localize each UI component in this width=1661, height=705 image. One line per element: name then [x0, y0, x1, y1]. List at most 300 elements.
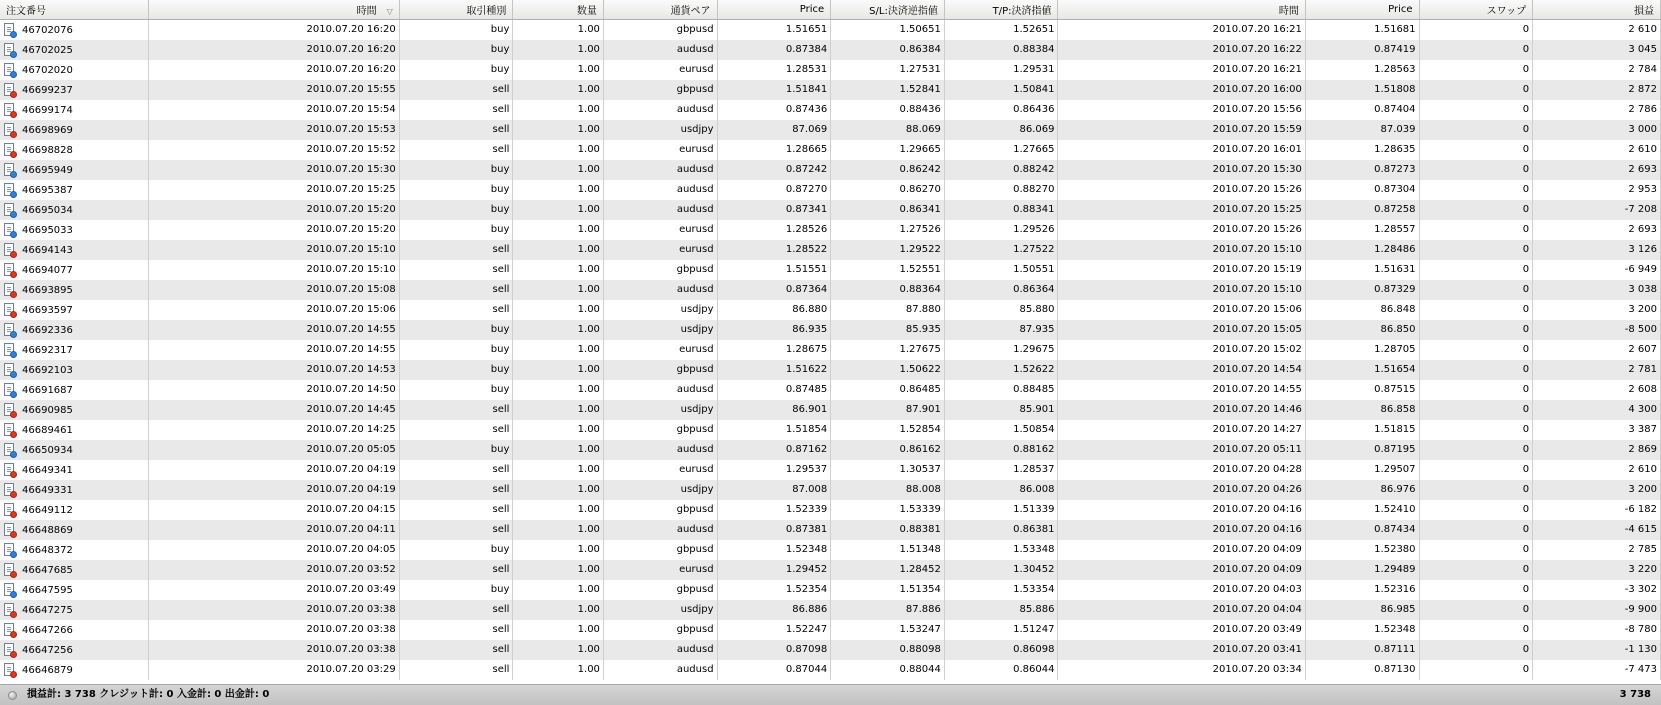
order-number-text: 46695033: [22, 224, 73, 236]
cell-stop-loss: 0.88436: [831, 100, 945, 120]
cell-open-time: 2010.07.20 15:20: [149, 220, 399, 240]
cell-open-time: 2010.07.20 14:45: [149, 400, 399, 420]
cell-order-number: [0, 120, 149, 140]
cell-swap: 0: [1419, 280, 1533, 300]
cell-profit: 2 610: [1533, 460, 1661, 480]
table-row[interactable]: [0, 620, 1661, 640]
cell-currency-pair: usdjpy: [603, 300, 717, 320]
cell-swap: 0: [1419, 600, 1533, 620]
cell-order-number: [0, 500, 149, 520]
col-header-profit[interactable]: 損益: [1533, 0, 1661, 20]
cell-close-price: 1.51808: [1305, 80, 1419, 100]
cell-open-time: 2010.07.20 14:25: [149, 420, 399, 440]
cell-volume: 1.00: [513, 620, 604, 640]
cell-close-price: 1.51631: [1305, 260, 1419, 280]
cell-order-number: [0, 400, 149, 420]
cell-swap: 0: [1419, 220, 1533, 240]
cell-take-profit: 85.886: [944, 600, 1058, 620]
order-number-text: 46646879: [22, 664, 73, 676]
cell-close-price: 0.87258: [1305, 200, 1419, 220]
cell-close-time: 2010.07.20 15:26: [1058, 220, 1305, 240]
cell-open-time: 2010.07.20 03:29: [149, 660, 399, 680]
cell-close-time: 2010.07.20 15:30: [1058, 160, 1305, 180]
cell-profit: 3 387: [1533, 420, 1661, 440]
cell-close-price: 1.28563: [1305, 60, 1419, 80]
cell-trade-type: sell: [399, 140, 513, 160]
cell-profit: 2 610: [1533, 140, 1661, 160]
table-row[interactable]: [0, 160, 1661, 180]
document-blue-dot-icon: [4, 363, 15, 377]
document-red-dot-icon: [4, 243, 15, 257]
col-header-swap[interactable]: スワップ: [1419, 0, 1533, 20]
cell-take-profit: 1.53354: [944, 580, 1058, 600]
cell-swap: 0: [1419, 40, 1533, 60]
document-blue-dot-icon: [4, 343, 15, 357]
document-red-dot-icon: [4, 143, 15, 157]
cell-take-profit: 1.28537: [944, 460, 1058, 480]
cell-currency-pair: gbpusd: [603, 540, 717, 560]
cell-trade-type: buy: [399, 60, 513, 80]
table-row[interactable]: [0, 500, 1661, 520]
cell-stop-loss: 1.51348: [831, 540, 945, 560]
cell-stop-loss: 0.88098: [831, 640, 945, 660]
table-row[interactable]: [0, 300, 1661, 320]
table-row[interactable]: [0, 140, 1661, 160]
cell-take-profit: 1.50841: [944, 80, 1058, 100]
cell-trade-type: sell: [399, 260, 513, 280]
cell-take-profit: 87.935: [944, 320, 1058, 340]
table-row[interactable]: [0, 580, 1661, 600]
cell-currency-pair: audusd: [603, 180, 717, 200]
cell-volume: 1.00: [513, 340, 604, 360]
document-red-dot-icon: [4, 83, 15, 97]
cell-close-time: 2010.07.20 15:26: [1058, 180, 1305, 200]
cell-currency-pair: audusd: [603, 440, 717, 460]
cell-volume: 1.00: [513, 560, 604, 580]
cell-profit: 3 045: [1533, 40, 1661, 60]
col-header-order[interactable]: 注文番号: [0, 0, 149, 20]
cell-swap: 0: [1419, 100, 1533, 120]
cell-volume: 1.00: [513, 120, 604, 140]
cell-volume: 1.00: [513, 480, 604, 500]
cell-close-time: 2010.07.20 16:22: [1058, 40, 1305, 60]
cell-open-price: 1.52348: [717, 540, 831, 560]
cell-order-number: [0, 240, 149, 260]
cell-swap: 0: [1419, 300, 1533, 320]
cell-take-profit: 0.88242: [944, 160, 1058, 180]
cell-open-time: 2010.07.20 15:55: [149, 80, 399, 100]
cell-open-price: 1.51651: [717, 20, 831, 40]
table-row[interactable]: [0, 60, 1661, 80]
cell-close-price: 1.51815: [1305, 420, 1419, 440]
cell-currency-pair: gbpusd: [603, 80, 717, 100]
cell-close-price: 1.29489: [1305, 560, 1419, 580]
order-number-text: 46650934: [22, 444, 73, 456]
cell-stop-loss: 1.52841: [831, 80, 945, 100]
cell-currency-pair: audusd: [603, 200, 717, 220]
cell-profit: -6 949: [1533, 260, 1661, 280]
order-number-text: 46648869: [22, 524, 73, 536]
cell-open-price: 1.51551: [717, 260, 831, 280]
cell-open-price: 1.51854: [717, 420, 831, 440]
document-red-dot-icon: [4, 103, 15, 117]
cell-stop-loss: 0.88364: [831, 280, 945, 300]
cell-profit: 3 126: [1533, 240, 1661, 260]
cell-currency-pair: usdjpy: [603, 320, 717, 340]
document-blue-dot-icon: [4, 383, 15, 397]
cell-profit: -3 302: [1533, 580, 1661, 600]
table-row[interactable]: [0, 380, 1661, 400]
order-number-text: 46695387: [22, 184, 73, 196]
cell-swap: 0: [1419, 340, 1533, 360]
table-row[interactable]: [0, 360, 1661, 380]
cell-order-number: [0, 320, 149, 340]
cell-close-price: 0.87304: [1305, 180, 1419, 200]
cell-currency-pair: eurusd: [603, 340, 717, 360]
cell-close-price: 0.87419: [1305, 40, 1419, 60]
col-header-tp[interactable]: T/P:決済指値: [944, 0, 1058, 20]
cell-currency-pair: audusd: [603, 520, 717, 540]
table-row[interactable]: [0, 280, 1661, 300]
cell-order-number: [0, 80, 149, 100]
cell-close-time: 2010.07.20 16:00: [1058, 80, 1305, 100]
cell-open-price: 86.886: [717, 600, 831, 620]
cell-stop-loss: 85.935: [831, 320, 945, 340]
cell-swap: 0: [1419, 120, 1533, 140]
cell-volume: 1.00: [513, 140, 604, 160]
cell-stop-loss: 1.29665: [831, 140, 945, 160]
document-red-dot-icon: [4, 643, 15, 657]
table-row[interactable]: [0, 420, 1661, 440]
cell-close-price: 87.039: [1305, 120, 1419, 140]
cell-trade-type: buy: [399, 20, 513, 40]
col-header-sl[interactable]: S/L:決済逆指値: [831, 0, 945, 20]
cell-close-time: 2010.07.20 04:04: [1058, 600, 1305, 620]
cell-swap: 0: [1419, 60, 1533, 80]
cell-open-price: 1.29452: [717, 560, 831, 580]
cell-swap: 0: [1419, 260, 1533, 280]
table-row[interactable]: [0, 440, 1661, 460]
cell-open-price: 1.51841: [717, 80, 831, 100]
cell-currency-pair: usdjpy: [603, 480, 717, 500]
cell-stop-loss: 0.86270: [831, 180, 945, 200]
cell-trade-type: buy: [399, 200, 513, 220]
cell-profit: 2 608: [1533, 380, 1661, 400]
cell-open-price: 0.87381: [717, 520, 831, 540]
cell-open-time: 2010.07.20 15:25: [149, 180, 399, 200]
cell-open-price: 1.52247: [717, 620, 831, 640]
document-red-dot-icon: [4, 503, 15, 517]
table-row[interactable]: [0, 120, 1661, 140]
cell-stop-loss: 0.86384: [831, 40, 945, 60]
cell-currency-pair: audusd: [603, 660, 717, 680]
cell-close-time: 2010.07.20 15:56: [1058, 100, 1305, 120]
cell-open-time: 2010.07.20 15:06: [149, 300, 399, 320]
order-number-text: 46690985: [22, 404, 73, 416]
cell-volume: 1.00: [513, 520, 604, 540]
document-blue-dot-icon: [4, 43, 15, 57]
cell-take-profit: 1.51339: [944, 500, 1058, 520]
cell-close-time: 2010.07.20 05:11: [1058, 440, 1305, 460]
status-ball-icon: [8, 691, 17, 700]
cell-profit: 2 781: [1533, 360, 1661, 380]
cell-open-price: 0.87364: [717, 280, 831, 300]
cell-close-price: 1.51681: [1305, 20, 1419, 40]
table-row[interactable]: [0, 40, 1661, 60]
cell-volume: 1.00: [513, 380, 604, 400]
col-header-open-time-label: 時間: [356, 6, 377, 17]
cell-trade-type: buy: [399, 360, 513, 380]
table-row[interactable]: [0, 80, 1661, 100]
table-row[interactable]: [0, 520, 1661, 540]
cell-trade-type: sell: [399, 80, 513, 100]
cell-open-time: 2010.07.20 03:38: [149, 600, 399, 620]
table-row[interactable]: [0, 180, 1661, 200]
col-header-close-price[interactable]: Price: [1305, 0, 1419, 20]
table-row[interactable]: [0, 400, 1661, 420]
cell-trade-type: sell: [399, 400, 513, 420]
cell-close-price: 1.52348: [1305, 620, 1419, 640]
cell-profit: 2 872: [1533, 80, 1661, 100]
cell-trade-type: sell: [399, 600, 513, 620]
cell-volume: 1.00: [513, 80, 604, 100]
cell-trade-type: sell: [399, 620, 513, 640]
cell-profit: -7 473: [1533, 660, 1661, 680]
order-number-text: 46698969: [22, 124, 73, 136]
cell-take-profit: 0.88162: [944, 440, 1058, 460]
cell-trade-type: sell: [399, 660, 513, 680]
cell-open-price: 0.87162: [717, 440, 831, 460]
cell-profit: 2 610: [1533, 20, 1661, 40]
cell-close-time: 2010.07.20 15:25: [1058, 200, 1305, 220]
document-red-dot-icon: [4, 283, 15, 297]
cell-swap: 0: [1419, 80, 1533, 100]
cell-open-price: 1.28522: [717, 240, 831, 260]
cell-order-number: [0, 540, 149, 560]
cell-open-price: 86.880: [717, 300, 831, 320]
cell-order-number: [0, 160, 149, 180]
cell-open-time: 2010.07.20 04:11: [149, 520, 399, 540]
cell-open-time: 2010.07.20 03:52: [149, 560, 399, 580]
col-header-symbol[interactable]: 通貨ペア: [603, 0, 717, 20]
document-red-dot-icon: [4, 403, 15, 417]
document-red-dot-icon: [4, 663, 15, 677]
cell-open-price: 86.935: [717, 320, 831, 340]
cell-open-time: 2010.07.20 04:19: [149, 480, 399, 500]
cell-stop-loss: 1.53247: [831, 620, 945, 640]
document-red-dot-icon: [4, 463, 15, 477]
cell-close-price: 1.52380: [1305, 540, 1419, 560]
cell-trade-type: sell: [399, 520, 513, 540]
table-row[interactable]: [0, 100, 1661, 120]
cell-close-time: 2010.07.20 15:02: [1058, 340, 1305, 360]
document-red-dot-icon: [4, 263, 15, 277]
cell-volume: 1.00: [513, 660, 604, 680]
cell-close-time: 2010.07.20 03:49: [1058, 620, 1305, 640]
col-header-open-time[interactable]: [149, 0, 399, 20]
cell-swap: 0: [1419, 240, 1533, 260]
cell-stop-loss: 1.53339: [831, 500, 945, 520]
cell-close-time: 2010.07.20 14:55: [1058, 380, 1305, 400]
cell-take-profit: 85.880: [944, 300, 1058, 320]
table-row[interactable]: [0, 200, 1661, 220]
cell-open-time: 2010.07.20 15:52: [149, 140, 399, 160]
cell-trade-type: buy: [399, 340, 513, 360]
col-header-close-time[interactable]: 時間: [1058, 0, 1305, 20]
cell-volume: 1.00: [513, 40, 604, 60]
document-blue-dot-icon: [4, 23, 15, 37]
table-row[interactable]: [0, 560, 1661, 580]
cell-close-price: 1.28486: [1305, 240, 1419, 260]
order-number-text: 46702020: [22, 64, 73, 76]
cell-open-price: 86.901: [717, 400, 831, 420]
cell-order-number: [0, 420, 149, 440]
table-row[interactable]: [0, 240, 1661, 260]
document-blue-dot-icon: [4, 223, 15, 237]
order-number-text: 46699237: [22, 84, 73, 96]
cell-swap: 0: [1419, 520, 1533, 540]
cell-trade-type: buy: [399, 40, 513, 60]
cell-close-time: 2010.07.20 14:27: [1058, 420, 1305, 440]
cell-close-time: 2010.07.20 16:01: [1058, 140, 1305, 160]
col-header-size[interactable]: 数量: [513, 0, 604, 20]
cell-close-price: 86.850: [1305, 320, 1419, 340]
cell-close-price: 0.87130: [1305, 660, 1419, 680]
cell-open-time: 2010.07.20 15:54: [149, 100, 399, 120]
cell-swap: 0: [1419, 660, 1533, 680]
table-row[interactable]: [0, 340, 1661, 360]
cell-profit: 2 607: [1533, 340, 1661, 360]
table-row[interactable]: [0, 20, 1661, 40]
order-number-text: 46695034: [22, 204, 73, 216]
cell-take-profit: 0.86044: [944, 660, 1058, 680]
cell-stop-loss: 1.29522: [831, 240, 945, 260]
cell-currency-pair: gbpusd: [603, 500, 717, 520]
order-number-text: 46691687: [22, 384, 73, 396]
document-blue-dot-icon: [4, 163, 15, 177]
cell-close-price: 1.51654: [1305, 360, 1419, 380]
table-row[interactable]: [0, 260, 1661, 280]
cell-currency-pair: audusd: [603, 100, 717, 120]
col-header-type[interactable]: 取引種別: [399, 0, 513, 20]
cell-swap: 0: [1419, 200, 1533, 220]
cell-swap: 0: [1419, 420, 1533, 440]
cell-open-time: 2010.07.20 03:49: [149, 580, 399, 600]
table-row[interactable]: [0, 320, 1661, 340]
cell-close-price: 86.976: [1305, 480, 1419, 500]
cell-order-number: [0, 620, 149, 640]
cell-close-time: 2010.07.20 04:16: [1058, 520, 1305, 540]
cell-trade-type: sell: [399, 480, 513, 500]
cell-swap: 0: [1419, 160, 1533, 180]
cell-close-time: 2010.07.20 03:41: [1058, 640, 1305, 660]
cell-trade-type: sell: [399, 640, 513, 660]
cell-swap: 0: [1419, 580, 1533, 600]
order-number-text: 46702025: [22, 44, 73, 56]
cell-close-time: 2010.07.20 03:34: [1058, 660, 1305, 680]
cell-open-time: 2010.07.20 16:20: [149, 20, 399, 40]
header-row: [0, 0, 1661, 20]
cell-close-price: 86.848: [1305, 300, 1419, 320]
cell-order-number: [0, 360, 149, 380]
col-header-open-price[interactable]: Price: [717, 0, 831, 20]
table-row[interactable]: [0, 660, 1661, 680]
cell-currency-pair: eurusd: [603, 460, 717, 480]
cell-stop-loss: 1.52854: [831, 420, 945, 440]
cell-trade-type: buy: [399, 180, 513, 200]
cell-profit: 2 869: [1533, 440, 1661, 460]
cell-trade-type: buy: [399, 580, 513, 600]
cell-open-time: 2010.07.20 03:38: [149, 640, 399, 660]
cell-close-price: 0.87515: [1305, 380, 1419, 400]
document-red-dot-icon: [4, 123, 15, 137]
cell-volume: 1.00: [513, 400, 604, 420]
summary-text: 損益計: 3 738 クレジット計: 0 入金計: 0 出金計: 0: [27, 689, 270, 700]
cell-open-time: 2010.07.20 14:55: [149, 340, 399, 360]
order-number-text: 46692317: [22, 344, 73, 356]
order-number-text: 46694143: [22, 244, 73, 256]
cell-profit: 3 220: [1533, 560, 1661, 580]
cell-currency-pair: gbpusd: [603, 260, 717, 280]
cell-swap: 0: [1419, 400, 1533, 420]
cell-open-time: 2010.07.20 14:50: [149, 380, 399, 400]
cell-order-number: [0, 300, 149, 320]
cell-currency-pair: audusd: [603, 380, 717, 400]
cell-currency-pair: audusd: [603, 160, 717, 180]
cell-volume: 1.00: [513, 160, 604, 180]
cell-volume: 1.00: [513, 240, 604, 260]
cell-order-number: [0, 140, 149, 160]
cell-take-profit: 85.901: [944, 400, 1058, 420]
table-row[interactable]: [0, 460, 1661, 480]
order-number-text: 46702076: [22, 24, 73, 36]
table-row[interactable]: [0, 480, 1661, 500]
cell-stop-loss: 1.50622: [831, 360, 945, 380]
cell-close-price: 86.985: [1305, 600, 1419, 620]
order-number-text: 46649331: [22, 484, 73, 496]
cell-volume: 1.00: [513, 100, 604, 120]
cell-currency-pair: eurusd: [603, 220, 717, 240]
cell-open-price: 1.28675: [717, 340, 831, 360]
cell-volume: 1.00: [513, 580, 604, 600]
cell-swap: 0: [1419, 460, 1533, 480]
cell-order-number: [0, 220, 149, 240]
cell-take-profit: 1.52622: [944, 360, 1058, 380]
table-row[interactable]: [0, 640, 1661, 660]
cell-open-price: 0.87436: [717, 100, 831, 120]
cell-trade-type: sell: [399, 500, 513, 520]
cell-currency-pair: usdjpy: [603, 120, 717, 140]
cell-trade-type: sell: [399, 460, 513, 480]
cell-currency-pair: eurusd: [603, 60, 717, 80]
cell-stop-loss: 0.86242: [831, 160, 945, 180]
cell-trade-type: sell: [399, 120, 513, 140]
cell-currency-pair: audusd: [603, 640, 717, 660]
cell-open-price: 87.069: [717, 120, 831, 140]
table-row[interactable]: [0, 600, 1661, 620]
order-number-text: 46649112: [22, 504, 73, 516]
cell-stop-loss: 0.86341: [831, 200, 945, 220]
cell-close-price: 1.28635: [1305, 140, 1419, 160]
cell-take-profit: 0.86436: [944, 100, 1058, 120]
order-number-text: 46647256: [22, 644, 73, 656]
cell-stop-loss: 1.27526: [831, 220, 945, 240]
cell-take-profit: 1.29526: [944, 220, 1058, 240]
cell-open-time: 2010.07.20 15:10: [149, 260, 399, 280]
table-row[interactable]: [0, 540, 1661, 560]
table-row[interactable]: [0, 220, 1661, 240]
cell-swap: 0: [1419, 620, 1533, 640]
